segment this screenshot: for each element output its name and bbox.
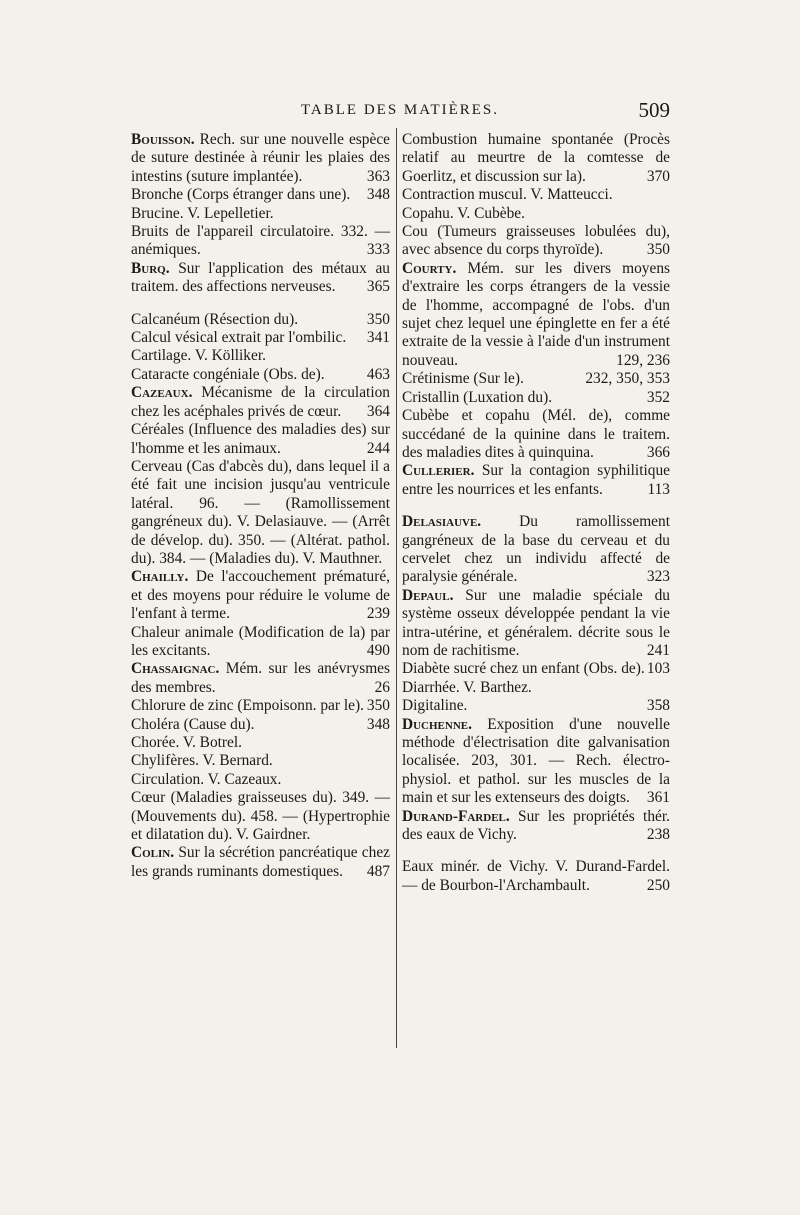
entry-body (402, 587, 670, 661)
entry-text: Sur la contagion syphilitique entre les nourrices et les enfants. (402, 462, 670, 498)
index-entry (131, 384, 390, 421)
section-gap (131, 297, 390, 311)
entry-text: Circulation. V. Cazeaux. (131, 770, 282, 788)
entry-text: Crétinisme (Sur le). (402, 370, 524, 388)
index-entry (402, 808, 670, 845)
entry-text: Sur les propriétés thér. des eaux de Vichy. (402, 807, 670, 844)
entry-page-ref: 244 (366, 439, 390, 457)
entry-page-ref: 361 (646, 789, 670, 807)
index-entry (131, 311, 390, 329)
entry-page-ref: 26 (374, 678, 390, 696)
entry-page-ref: 348 (366, 715, 390, 733)
entry-page-ref: 341 (366, 329, 390, 347)
index-column-left (131, 131, 390, 881)
entry-text: Calcul vésical extrait par l'ombilic. (131, 329, 347, 347)
index-entry (131, 223, 390, 260)
entry-body (402, 716, 670, 808)
entry-body (131, 771, 390, 789)
index-entry (402, 186, 670, 204)
entry-body (131, 734, 390, 752)
entry-author: Chassaignac. (131, 660, 220, 678)
index-entry (402, 223, 670, 260)
entry-author: Cazeaux. (131, 384, 193, 402)
entry-body (131, 624, 390, 661)
entry-author: Courty. (402, 259, 457, 277)
entry-page-ref: 232, 350, 353 (585, 370, 670, 388)
entry-body (402, 223, 670, 260)
entry-author: Delasiauve. (402, 513, 482, 531)
entry-text: De l'accouchement prématuré, et des moyens pour réduire le volume de l'enfant à terme. (131, 568, 390, 623)
index-entry (402, 716, 670, 808)
index-entry (131, 205, 390, 223)
entry-body (131, 421, 390, 458)
entry-page-ref: 241 (646, 641, 670, 659)
entry-text: Diarrhée. V. Barthez. (402, 678, 532, 696)
entry-text: Sur la sécrétion pancréatique chez les grands ruminants domestiques. (131, 844, 390, 880)
entry-page-ref: 103 (646, 660, 670, 678)
index-entry (131, 716, 390, 734)
index-entry (131, 697, 390, 715)
entry-text: Du ramollissement gangréneux de la base du cerveau et du cervelet chez un individu affecté de paralysie générale. (402, 513, 670, 586)
entry-author: Durand-Fardel. (402, 807, 510, 825)
entry-page-ref: 487 (366, 862, 390, 880)
page-header (130, 98, 670, 126)
entry-body (402, 131, 670, 186)
index-entry (402, 587, 670, 661)
entry-body (402, 660, 670, 678)
entry-body (402, 462, 670, 499)
entry-page-ref: 348 (366, 186, 390, 204)
entry-page-ref: 238 (646, 826, 670, 844)
entry-text: Chylifères. V. Bernard. (131, 752, 273, 770)
entry-body (402, 205, 670, 223)
entry-text: Chlorure de zinc (Empoisonn. par le). (131, 697, 364, 715)
entry-text: Bronche (Corps étranger dans une). (131, 186, 351, 204)
entry-text: Sur l'application des métaux au traitem. des affections nerveuses. (131, 259, 390, 296)
index-entry (131, 131, 390, 186)
index-entry (131, 366, 390, 384)
entry-text: Cataracte congéniale (Obs. de). (131, 365, 325, 383)
entry-text: Contraction muscul. V. Matteucci. (402, 186, 613, 204)
section-gap (402, 499, 670, 513)
index-entry (402, 679, 670, 697)
index-entry (131, 329, 390, 347)
entry-body (131, 660, 390, 697)
entry-body (402, 513, 670, 587)
entry-body (131, 568, 390, 623)
entry-text: Exposition d'une nouvelle méthode d'électrisation dite galvanisation localisée. 203, 301. — Rech. électro-physiol. et pathol. sur les muscles de la main et sur les extenseurs des doigts. (402, 715, 670, 807)
running-title: TABLE DES MATIÈRES. (300, 102, 500, 118)
entry-body (131, 752, 390, 770)
entry-body (131, 789, 390, 844)
index-entry (131, 789, 390, 844)
entry-body (131, 366, 390, 384)
entry-body (131, 311, 390, 329)
entry-text: Cou (Tumeurs graisseuses lobulées du), avec absence du corps thyroïde). (402, 223, 670, 259)
entry-page-ref: 333 (366, 241, 390, 259)
entry-text: Mém. sur les anévrysmes des membres. (131, 660, 390, 696)
entry-body (131, 716, 390, 734)
entry-author: Bouisson. (131, 131, 195, 148)
entry-body (131, 384, 390, 421)
entry-page-ref: 350 (366, 310, 390, 328)
entry-body (131, 223, 390, 260)
entry-body (402, 858, 670, 895)
index-entry (402, 513, 670, 587)
entry-body (131, 697, 390, 715)
entry-text: Calcanéum (Résection du). (131, 310, 299, 328)
index-entry (131, 734, 390, 752)
entry-body (131, 458, 390, 568)
entry-text: Céréales (Influence des maladies des) sur l'homme et les animaux. (131, 421, 390, 457)
entry-text: Eaux minér. de Vichy. V. Durand-Fardel. — de Bourbon-l'Archambault. (402, 858, 670, 894)
entry-text: Mém. sur les divers moyens d'extraire les corps étrangers de la vessie de l'homme, accompagné de l'obs. d'un sujet chez lequel une épinglette en fer a été extraite de la vessie à l'aide d'un instrument nouveau. (402, 259, 671, 369)
entry-page-ref: 113 (647, 480, 670, 498)
entry-text: Cerveau (Cas d'abcès du), dans lequel il a été fait une incision jusqu'au ventricule latéral. 96. — (Ramollissement gangréneux du). V. Delasiauve. — (Arrêt de dévelop. du). 350. — (Altérat. pathol. du). 384. — (Maladies du). V. Mauthner. (131, 457, 390, 567)
index-entry (131, 347, 390, 365)
index-entry (131, 624, 390, 661)
entry-author: Cullerier. (402, 462, 475, 480)
index-entry (402, 131, 670, 186)
index-entry (131, 186, 390, 204)
entry-author: Depaul. (402, 586, 454, 604)
entry-page-ref: 358 (646, 697, 670, 715)
entry-text: Mécanisme de la circulation chez les acéphales privés de cœur. (131, 384, 390, 420)
entry-body (131, 329, 390, 347)
entry-page-ref: 352 (646, 388, 670, 406)
entry-page-ref: 350 (646, 241, 670, 259)
entry-text: Brucine. V. Lepelletier. (131, 204, 274, 222)
entry-body (131, 186, 390, 204)
entry-page-ref: 239 (366, 605, 390, 623)
section-gap (402, 844, 670, 858)
index-entry (402, 205, 670, 223)
entry-author: Burq. (131, 259, 170, 277)
entry-body (131, 131, 390, 186)
entry-body (131, 347, 390, 365)
entry-text: Bruits de l'appareil circulatoire. 332. — anémiques. (131, 223, 390, 259)
entry-page-ref: 364 (366, 402, 390, 420)
entry-text: Cubèbe et copahu (Mél. de), comme succédané de la quinine dans le traitem. des maladies dites à quinquina. (402, 407, 670, 461)
index-entry (402, 260, 670, 370)
page-number: 509 (638, 98, 670, 122)
entry-page-ref: 363 (366, 167, 390, 185)
entry-body (402, 389, 670, 407)
index-entry (402, 389, 670, 407)
index-entry (402, 370, 670, 388)
entry-author: Duchenne. (402, 715, 472, 733)
entry-text: Choléra (Cause du). (131, 715, 255, 733)
index-entry (402, 462, 670, 499)
entry-body (402, 808, 670, 845)
index-entry (131, 260, 390, 297)
entry-author: Colin. (131, 844, 175, 862)
entry-author: Chailly. (131, 568, 189, 586)
entry-text: Copahu. V. Cubèbe. (402, 204, 525, 222)
entry-body (131, 260, 390, 297)
index-entry (402, 858, 670, 895)
entry-body (402, 370, 670, 388)
index-entry (131, 752, 390, 770)
entry-page-ref: 366 (646, 443, 670, 461)
entry-text: Sur une maladie spéciale du système osseux développée pendant la vie intra-utérine, et généralem. décrite sous le nom de rachitisme. (402, 586, 670, 659)
entry-page-ref: 365 (366, 278, 390, 296)
index-entry (402, 660, 670, 678)
index-entry (131, 844, 390, 881)
entry-text: Chorée. V. Botrel. (131, 734, 243, 751)
entry-page-ref: 370 (646, 167, 670, 185)
entry-text: Digitaline. (402, 697, 468, 715)
entry-text: Diabète sucré chez un enfant (Obs. de). (402, 660, 645, 678)
entry-body (131, 205, 390, 223)
entry-text: Cœur (Maladies graisseuses du). 349. — (Mouvements du). 458. — (Hypertrophie et dilatation du). V. Gairdner. (131, 789, 390, 844)
entry-text: Cartilage. V. Kölliker. (131, 347, 266, 365)
entry-body (402, 697, 670, 715)
entry-page-ref: 463 (366, 365, 390, 383)
index-entry (131, 421, 390, 458)
entry-body (402, 186, 670, 204)
entry-page-ref: 490 (366, 641, 390, 659)
entry-page-ref: 250 (646, 876, 670, 894)
entry-body (402, 260, 670, 370)
index-entry (131, 458, 390, 568)
entry-page-ref: 129, 236 (616, 351, 670, 369)
entry-body (402, 679, 670, 697)
entry-text: Rech. sur une nouvelle espèce de suture destinée à réunir les plaies des intestins (suture implantée). (131, 131, 390, 185)
column-divider (396, 128, 397, 1048)
index-entry (131, 660, 390, 697)
entry-body (131, 844, 390, 881)
entry-body (402, 407, 670, 462)
index-entry (402, 407, 670, 462)
entry-text: Combustion humaine spontanée (Procès relatif au meurtre de la comtesse de Goerlitz, et discussion sur la). (402, 131, 670, 185)
index-entry (402, 697, 670, 715)
entry-page-ref: 323 (646, 568, 670, 586)
index-entry (131, 568, 390, 623)
entry-text: Cristallin (Luxation du). (402, 388, 553, 406)
index-column-right (402, 131, 670, 895)
entry-text: Chaleur animale (Modification de la) par les excitants. (131, 623, 390, 659)
entry-page-ref: 350 (366, 697, 390, 715)
index-entry (131, 771, 390, 789)
